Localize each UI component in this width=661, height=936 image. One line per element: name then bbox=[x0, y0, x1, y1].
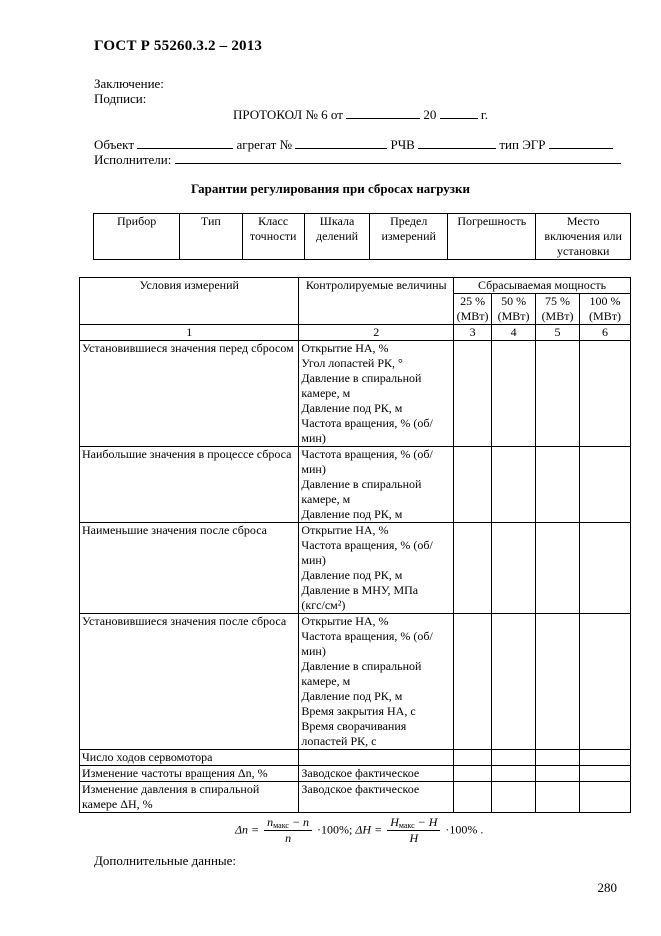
row-value: Давление в спиральной камере, м bbox=[301, 371, 422, 400]
performers-line bbox=[94, 152, 621, 168]
section-title: Гарантии регулирования при сбросах нагрузки bbox=[191, 181, 470, 196]
empty-cell bbox=[580, 341, 631, 447]
row-value: Давление под РК, м bbox=[301, 568, 403, 582]
row-value: Частота вращения, % (об/мин) bbox=[301, 416, 433, 445]
th-power-25: 25 % (МВт) bbox=[454, 294, 492, 325]
table-row bbox=[80, 523, 631, 614]
table-row bbox=[80, 750, 631, 766]
empty-cell bbox=[536, 782, 580, 813]
egr-label: тип ЭГР bbox=[499, 137, 546, 152]
delta-n-fraction bbox=[264, 815, 312, 846]
empty-cell bbox=[454, 523, 492, 614]
empty-cell bbox=[580, 614, 631, 750]
table-row bbox=[80, 614, 631, 750]
empty-cell bbox=[299, 750, 454, 766]
empty-cell bbox=[454, 447, 492, 523]
row-values bbox=[299, 447, 454, 523]
row-values bbox=[299, 341, 454, 447]
unit-blank bbox=[295, 137, 387, 149]
th-type: Тип bbox=[180, 214, 242, 260]
row-value: Время закрытия НА, с bbox=[301, 704, 416, 718]
table-row bbox=[80, 782, 631, 813]
col-num: 1 bbox=[80, 325, 299, 341]
max-subscript: макс bbox=[398, 821, 415, 830]
performers-blank bbox=[175, 152, 621, 164]
empty-cell bbox=[536, 341, 580, 447]
freq-change-label: Изменение частоты вращения Δn, % bbox=[80, 766, 299, 782]
protocol-year-blank bbox=[440, 107, 478, 119]
th-power: Сбрасываемая мощность bbox=[454, 278, 631, 294]
protocol-prefix: ПРОТОКОЛ № 6 от bbox=[233, 107, 343, 122]
rchv-blank bbox=[418, 137, 496, 149]
delta-h-numerator bbox=[387, 815, 440, 831]
row-value: Давление в МНУ, МПа bbox=[301, 583, 419, 597]
pressure-change-value: Заводское фактическое bbox=[299, 782, 454, 813]
empty-cell bbox=[454, 766, 492, 782]
row-condition: Наибольшие значения в процессе сброса bbox=[80, 447, 299, 523]
column-numbers-row bbox=[80, 325, 631, 341]
row-value: Давление под РК, м bbox=[301, 689, 403, 703]
protocol-year-prefix: 20 bbox=[423, 107, 437, 122]
row-value: Частота вращения, % (об/мин) bbox=[301, 538, 433, 567]
th-controlled: Контролируемые величины bbox=[299, 278, 454, 325]
standard-header: ГОСТ Р 55260.3.2 – 2013 bbox=[94, 38, 263, 54]
row-values bbox=[299, 523, 454, 614]
empty-cell bbox=[454, 782, 492, 813]
minus-h: − H bbox=[414, 815, 438, 829]
row-value: Открытие НА, % bbox=[301, 341, 389, 355]
th-power-50: 50 % (МВт) bbox=[492, 294, 536, 325]
max-subscript: макс bbox=[273, 821, 289, 830]
delta-n-denominator: n bbox=[285, 831, 292, 845]
col-num: 2 bbox=[299, 325, 454, 341]
instruments-header-row bbox=[94, 214, 631, 260]
conclusion-label: Заключение: bbox=[94, 76, 164, 91]
performers-label: Исполнители: bbox=[94, 152, 172, 167]
delta-h-lhs: ΔH = bbox=[355, 822, 383, 837]
minus-n: − n bbox=[288, 815, 310, 829]
instruments-table bbox=[93, 213, 631, 260]
empty-cell bbox=[536, 766, 580, 782]
row-value: Открытие НА, % bbox=[301, 614, 389, 628]
formula bbox=[235, 815, 483, 846]
row-condition: Установившиеся значения перед сбросом bbox=[80, 341, 299, 447]
empty-cell bbox=[492, 750, 536, 766]
empty-cell bbox=[454, 341, 492, 447]
row-value: Давление под РК, м bbox=[301, 401, 403, 415]
empty-cell bbox=[454, 750, 492, 766]
object-blank bbox=[137, 137, 233, 149]
empty-cell bbox=[536, 523, 580, 614]
empty-cell bbox=[580, 766, 631, 782]
protocol-line bbox=[233, 107, 488, 123]
th-location: Место включения или установки bbox=[536, 214, 631, 260]
pressure-change-label: Изменение давления в спиральной камере ΔH, % bbox=[80, 782, 299, 813]
table-row bbox=[80, 341, 631, 447]
col-num: 6 bbox=[580, 325, 631, 341]
empty-cell bbox=[492, 341, 536, 447]
th-conditions: Условия измерений bbox=[80, 278, 299, 325]
col-num: 3 bbox=[454, 325, 492, 341]
object-line bbox=[94, 137, 613, 153]
times-100-1: ·100%; bbox=[317, 822, 356, 837]
row-condition: Установившиеся значения после сброса bbox=[80, 614, 299, 750]
row-condition: Наименьшие значения после сброса bbox=[80, 523, 299, 614]
row-value: Открытие НА, % bbox=[301, 523, 389, 537]
col-num: 4 bbox=[492, 325, 536, 341]
empty-cell bbox=[492, 614, 536, 750]
freq-change-value: Заводское фактическое bbox=[299, 766, 454, 782]
h-max: H bbox=[390, 815, 399, 829]
empty-cell bbox=[536, 614, 580, 750]
empty-cell bbox=[580, 782, 631, 813]
row-value: (кгс/см²) bbox=[301, 598, 346, 612]
servo-row-label: Число ходов сервомотора bbox=[80, 750, 299, 766]
row-value: Время сворачивания лопастей РК, с bbox=[301, 719, 407, 748]
object-label: Объект bbox=[94, 137, 134, 152]
measurements-table bbox=[79, 277, 631, 813]
delta-n-numerator bbox=[264, 815, 312, 831]
row-value: Давление в спиральной камере, м bbox=[301, 659, 422, 688]
empty-cell bbox=[536, 447, 580, 523]
empty-cell bbox=[580, 523, 631, 614]
row-value: Давление в спиральной камере, м bbox=[301, 477, 422, 506]
th-instrument: Прибор bbox=[94, 214, 180, 260]
th-range: Предел измерений bbox=[370, 214, 448, 260]
row-value: Давление под РК, м bbox=[301, 507, 403, 521]
signatures-label: Подписи: bbox=[94, 91, 147, 106]
empty-cell bbox=[454, 614, 492, 750]
egr-blank bbox=[549, 137, 613, 149]
delta-n-lhs: Δn = bbox=[235, 822, 260, 837]
delta-h-fraction bbox=[387, 815, 440, 846]
row-value: Угол лопастей РК, ° bbox=[301, 356, 403, 370]
n-max: n bbox=[267, 815, 274, 829]
main-header-row bbox=[80, 278, 631, 294]
times-100-2: ·100% . bbox=[445, 822, 484, 837]
col-num: 5 bbox=[536, 325, 580, 341]
empty-cell bbox=[492, 782, 536, 813]
page-number: 280 bbox=[597, 880, 617, 895]
th-error: Погрешность bbox=[448, 214, 536, 260]
th-power-75: 75 % (МВт) bbox=[536, 294, 580, 325]
th-accuracy-class: Класс точности bbox=[242, 214, 304, 260]
row-value: Частота вращения, % (об/мин) bbox=[301, 447, 433, 476]
empty-cell bbox=[492, 447, 536, 523]
additional-data-label: Дополнительные данные: bbox=[94, 853, 237, 868]
empty-cell bbox=[492, 523, 536, 614]
protocol-date-blank bbox=[346, 107, 420, 119]
delta-h-denominator: H bbox=[409, 831, 419, 845]
table-row bbox=[80, 766, 631, 782]
empty-cell bbox=[492, 766, 536, 782]
empty-cell bbox=[580, 750, 631, 766]
row-value: Частота вращения, % (об/мин) bbox=[301, 629, 433, 658]
rchv-label: РЧВ bbox=[390, 137, 415, 152]
row-values bbox=[299, 614, 454, 750]
empty-cell bbox=[580, 447, 631, 523]
th-scale: Шкала делений bbox=[304, 214, 369, 260]
th-power-100: 100 % (МВт) bbox=[580, 294, 631, 325]
protocol-year-suffix: г. bbox=[480, 107, 489, 122]
table-row bbox=[80, 447, 631, 523]
empty-cell bbox=[536, 750, 580, 766]
unit-label: агрегат № bbox=[236, 137, 292, 152]
